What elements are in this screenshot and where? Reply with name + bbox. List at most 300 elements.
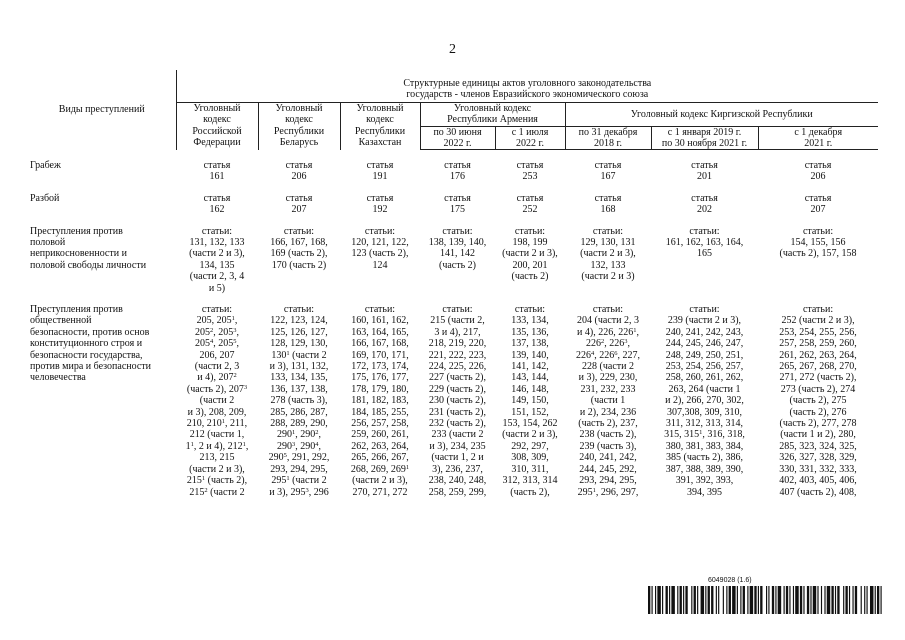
article-line: и 3), $295^3$, 296: [269, 486, 329, 498]
article-line: $205^4$, $205^5$,: [195, 338, 239, 350]
article-line: 252 (части 2 и 3),: [781, 315, 855, 327]
article-line: и 3), 229, 230,: [578, 372, 638, 384]
barcode-bar: [754, 586, 756, 614]
barcode-bar: [723, 586, 724, 614]
article-line: 270, 271, 272: [352, 486, 408, 498]
article-line: (часть 2), 157, 158: [779, 248, 857, 260]
article-line: статьи:: [514, 304, 546, 315]
article-line: 204 (части 2, 3: [577, 315, 639, 327]
barcode-bar: [852, 586, 853, 614]
barcode-bar: [708, 586, 710, 614]
articles-cell-armenia-from-2022: [495, 193, 565, 226]
article-line: 139, 140,: [511, 349, 549, 361]
article-line: 310, 311,: [511, 463, 549, 475]
article-line: 146, 148,: [511, 383, 549, 395]
articles-cell-kyrgyz-until-2018: [565, 226, 651, 304]
article-line: 253, 254, 256, 257,: [665, 361, 744, 373]
crime-type-name: Преступления против общественной безопасности, против основ конституционного строя и безопасности государства, против мира и безопасности человечества: [30, 304, 152, 384]
article-line: 192: [372, 204, 388, 216]
article-line: 293, 294, 295,: [270, 463, 328, 475]
articles-cell-kazakhstan: [340, 304, 420, 508]
barcode-label: 6049028 (1.6): [708, 577, 752, 584]
articles-cell-kyrgyz-from-2021: [758, 226, 878, 304]
article-line: статьи:: [442, 304, 473, 315]
article-line: 307,308, 309, 310,: [667, 406, 742, 418]
barcode-bar: [786, 586, 788, 614]
article-line: 143, 144,: [511, 372, 549, 384]
barcode-bar: [861, 586, 862, 614]
article-line: и 3), 131, 132,: [269, 361, 329, 373]
barcode-bar: [866, 586, 867, 614]
article-line: $1^1$, 2 и 4), $212^1$,: [185, 440, 249, 452]
barcode-bar: [711, 586, 713, 614]
barcode-bar: [657, 586, 661, 614]
barcode-bar: [875, 586, 876, 614]
crime-type-name: Разбой: [30, 192, 60, 204]
barcode-bar: [705, 586, 706, 614]
article-line: 407 (часть 2), 408,: [779, 486, 857, 498]
article-line: 198, 199: [512, 236, 548, 248]
article-line: 125, 126, 127,: [270, 326, 328, 338]
article-line: 129, 130, 131: [580, 236, 636, 248]
barcode-bar: [743, 586, 745, 614]
barcode-bar: [666, 586, 668, 614]
article-line: 149, 150,: [511, 395, 549, 407]
struct-header-line-1: Структурные единицы актов уголовного законодательства: [403, 78, 652, 89]
articles-cell-kyrgyz-from-2021: [758, 193, 878, 226]
article-line: 308, 309,: [511, 452, 549, 464]
articles-cell-russia: [176, 226, 258, 304]
article-line: 315, $315^1$, 316, 318,: [664, 429, 745, 441]
crime-type-name: Грабеж: [30, 159, 61, 171]
article-line: (части 2 и 3),: [580, 248, 636, 260]
article-line: 253: [522, 171, 538, 183]
article-line: статьи:: [689, 304, 720, 315]
article-line: и 3), 234, 235: [429, 440, 486, 452]
article-line: 239 (части 2 и 3),: [667, 315, 742, 327]
barcode-bar: [694, 586, 696, 614]
article-line: (часть 2), $207^3$: [186, 383, 248, 395]
barcode-image: [648, 586, 884, 614]
article-line: 207: [810, 204, 826, 216]
article-line: 133, 134, 135,: [270, 372, 328, 384]
barcode-bar: [827, 586, 831, 614]
barcode-bar: [758, 586, 759, 614]
barcode-bar: [648, 586, 650, 614]
article-line: (часть 2), 277, 278: [779, 418, 857, 430]
page-number: 2: [449, 42, 456, 57]
barcode-bar: [795, 586, 799, 614]
article-line: 135, 136,: [511, 326, 549, 338]
article-line: 218, 219, 220,: [428, 338, 487, 350]
article-line: 257, 258, 259, 260,: [779, 338, 857, 350]
article-line: статьи:: [802, 225, 834, 237]
header-kyrgyz-2019-2021: с 1 января 2019 г. по 30 ноября 2021 г.: [651, 126, 758, 150]
article-line: 265, 267, 268, 270,: [779, 361, 857, 373]
barcode-bar: [810, 586, 811, 614]
barcode-bar: [877, 586, 879, 614]
article-line: 221, 222, 223,: [428, 349, 487, 361]
article-line: статья: [285, 192, 313, 204]
article-line: (части 2, 3, 4: [189, 271, 245, 283]
articles-cell-belarus: [258, 304, 340, 508]
article-line: 263, 264 (части 1: [668, 383, 741, 395]
article-line: 191: [372, 171, 388, 183]
article-line: 133, 134,: [511, 315, 549, 327]
article-line: 153, 154, 262: [502, 418, 558, 430]
barcode-bar: [813, 586, 817, 614]
article-line: 138, 139, 140,: [428, 236, 487, 248]
article-line: 293, 294, 295,: [579, 475, 637, 487]
article-line: 201: [697, 171, 712, 183]
article-line: статьи:: [592, 304, 624, 315]
article-line: (части 1, 2 и: [431, 452, 484, 464]
article-line: 224, 225, 226,: [428, 361, 487, 373]
article-line: статья: [444, 159, 471, 171]
article-line: 170 (часть 2): [271, 259, 327, 271]
article-line: статьи:: [201, 304, 233, 315]
article-line: статьи:: [283, 225, 315, 237]
header-criminal-code-armenia: Уголовный кодекс Республики Армения: [420, 102, 565, 126]
article-line: $295^1$ (части 2: [271, 475, 327, 487]
article-line: 161: [209, 171, 225, 183]
article-line: 206, 207: [199, 349, 235, 361]
articles-cell-russia: [176, 160, 258, 193]
article-line: 271, 272 (часть 2),: [779, 372, 857, 384]
articles-cell-armenia-until-2022: [420, 160, 495, 193]
article-line: статьи:: [442, 225, 473, 237]
articles-cell-kyrgyz-2019-2021: [651, 160, 758, 193]
header-armenia-until-2022: по 30 июня 2022 г.: [420, 126, 495, 150]
articles-cell-armenia-until-2022: [420, 226, 495, 304]
barcode-bar: [855, 586, 857, 614]
article-line: 273 (часть 2), 274: [780, 383, 856, 395]
article-line: 3 и 4), 217,: [434, 326, 481, 338]
article-line: 394, 395: [687, 486, 722, 498]
barcode-bar: [740, 586, 741, 614]
article-line: 206: [291, 171, 307, 183]
barcode-bar: [784, 586, 785, 614]
barcode-bar: [747, 586, 748, 614]
article-line: и 4), $207^2$: [197, 372, 237, 384]
article-line: статьи:: [364, 225, 396, 237]
article-line: статья: [691, 192, 718, 204]
barcode-bar: [655, 586, 656, 614]
barcode-bar: [669, 586, 670, 614]
article-line: 240, 241, 242,: [579, 452, 637, 464]
article-line: 268, 269, $269^1$: [350, 463, 410, 475]
header-criminal-code-belarus: Уголовный кодекс Республики Беларусь: [258, 102, 340, 150]
article-line: 154, 155, 156: [790, 236, 846, 248]
article-line: $215^1$ (часть 2),: [186, 475, 248, 487]
article-line: 253, 254, 255, 256,: [779, 326, 857, 338]
barcode-bar: [729, 586, 731, 614]
article-line: 168: [600, 204, 616, 216]
article-line: 141, 142,: [511, 361, 549, 373]
article-line: 278 (часть 3),: [270, 395, 328, 407]
barcode-bar: [760, 586, 762, 614]
article-line: 326, 327, 328, 329,: [779, 452, 857, 464]
article-line: статья: [594, 192, 622, 204]
articles-cell-armenia-from-2022: [495, 160, 565, 193]
article-line: (части 2 и 3): [581, 271, 635, 283]
header-criminal-code-kazakhstan: Уголовный кодекс Республики Казахстан: [340, 102, 420, 150]
article-line: 136, 137, 138,: [270, 383, 328, 395]
article-line: статьи:: [201, 225, 233, 237]
barcode-bar: [824, 586, 825, 614]
article-line: статья: [203, 192, 231, 204]
article-line: 166, 167, 168,: [351, 338, 409, 350]
barcode-bar: [849, 586, 850, 614]
articles-cell-kazakhstan: [340, 160, 420, 193]
article-line: статьи:: [689, 225, 720, 237]
barcode-bar: [677, 586, 678, 614]
article-line: 385 (часть 2), 386,: [666, 452, 743, 464]
article-line: 184, 185, 255,: [351, 406, 409, 418]
article-line: статьи:: [283, 304, 315, 315]
article-line: 262, 263, 264,: [351, 440, 409, 452]
article-line: 229 (часть 2),: [429, 383, 486, 395]
article-line: 311, 312, 313, 314,: [665, 418, 744, 430]
article-line: 239 (часть 3),: [579, 440, 637, 452]
article-line: 134, 135: [199, 259, 235, 271]
article-line: 202: [697, 204, 712, 216]
article-line: (часть 2),: [510, 486, 550, 498]
barcode-bar: [803, 586, 804, 614]
article-line: 232 (часть 2),: [429, 418, 486, 430]
article-line: 181, 182, 183,: [351, 395, 409, 407]
article-line: 387, 388, 389, 390,: [665, 463, 744, 475]
barcode-bar: [750, 586, 754, 614]
article-line: 238 (часть 2),: [579, 429, 637, 441]
article-line: (часть 2), 237,: [578, 418, 638, 430]
articles-cell-kazakhstan: [340, 193, 420, 226]
barcode-bar: [701, 586, 705, 614]
article-line: 233 (части 2: [431, 429, 484, 441]
article-line: 137, 138,: [511, 338, 549, 350]
article-line: 210, $210^1$, 211,: [186, 418, 248, 430]
barcode-bar: [680, 586, 682, 614]
article-line: 178, 179, 180,: [351, 383, 409, 395]
article-line: 162: [209, 204, 225, 216]
article-line: 391, 392, 393,: [675, 475, 734, 487]
article-line: $226^4$, $226^6$, 227,: [576, 349, 640, 361]
article-line: 258, 260, 261, 262,: [665, 372, 744, 384]
barcode-bar: [662, 586, 663, 614]
header-armenia-from-2022: с 1 июля 2022 г.: [495, 126, 565, 150]
barcode-bar: [766, 586, 767, 614]
article-line: (части 2: [199, 395, 235, 407]
article-line: 248, 249, 250, 251,: [665, 349, 744, 361]
article-line: 261, 262, 263, 264,: [779, 349, 857, 361]
article-line: (части 2 и 3),: [502, 429, 558, 441]
article-line: 265, 266, 267,: [351, 452, 409, 464]
article-line: статьи:: [364, 304, 396, 315]
article-line: и 5): [208, 282, 226, 294]
article-line: 258, 259, 299,: [428, 486, 487, 498]
article-line: 244, 245, 246, 247,: [665, 338, 744, 350]
articles-cell-belarus: [258, 226, 340, 304]
header-criminal-code-kyrgyz: Уголовный кодекс Киргизской Республики: [565, 102, 878, 126]
article-line: (части 2 и 3),: [189, 248, 245, 260]
article-line: 151, 152,: [511, 406, 549, 418]
barcode-bar: [793, 586, 794, 614]
article-line: 228 (части 2: [582, 361, 634, 373]
article-line: 205, $205^1$,: [196, 315, 238, 327]
articles-cell-armenia-from-2022: [495, 304, 565, 508]
article-line: (части 2, 3: [194, 361, 240, 373]
article-line: статья: [516, 192, 544, 204]
article-line: 161, 162, 163, 164,: [665, 236, 744, 248]
struct-header-line-2: государств - членов Евразийского экономического союза: [406, 89, 649, 101]
article-line: $226^2$, $226^3$,: [586, 338, 630, 350]
barcode-bar: [683, 586, 684, 614]
articles-cell-kyrgyz-until-2018: [565, 304, 651, 508]
article-line: 380, 381, 383, 384,: [665, 440, 744, 452]
article-line: 231, 232, 233: [580, 383, 636, 395]
barcode-bar: [775, 586, 776, 614]
barcode-bar: [718, 586, 719, 614]
article-line: 176: [450, 171, 465, 183]
barcode-bar: [817, 586, 818, 614]
article-line: 160, 161, 162,: [351, 315, 409, 327]
articles-cell-russia: [176, 304, 258, 508]
article-line: 128, 129, 130,: [270, 338, 328, 350]
article-line: статья: [203, 159, 231, 171]
header-kyrgyz-from-2021: с 1 декабря 2021 г.: [758, 126, 878, 150]
articles-cell-belarus: [258, 193, 340, 226]
article-line: и 3), 208, 209,: [187, 406, 247, 418]
article-line: 206: [810, 171, 826, 183]
article-line: и 4), 226, $226^1$,: [577, 326, 639, 338]
article-line: $295^1$, 296, 297,: [577, 486, 639, 498]
article-line: 256, 257, 258,: [351, 418, 409, 430]
table-row: [28, 304, 878, 508]
article-line: 169, 170, 171,: [351, 349, 409, 361]
barcode-bar: [843, 586, 844, 614]
crime-correspondence-table: [28, 70, 878, 508]
articles-cell-kyrgyz-2019-2021: [651, 226, 758, 304]
article-line: статья: [366, 192, 394, 204]
article-line: $290^5$, 291, 292,: [268, 452, 330, 464]
article-line: статья: [444, 192, 471, 204]
article-line: 292, 297,: [511, 440, 549, 452]
structural-units-header: [176, 70, 878, 102]
articles-cell-russia: [176, 193, 258, 226]
articles-cell-belarus: [258, 160, 340, 193]
article-line: 212 (части 1,: [189, 429, 245, 441]
article-line: 175: [450, 204, 465, 216]
barcode-bar: [685, 586, 687, 614]
articles-cell-kyrgyz-until-2018: [565, 193, 651, 226]
articles-cell-kyrgyz-from-2021: [758, 304, 878, 508]
barcode-bar: [837, 586, 839, 614]
articles-cell-kyrgyz-2019-2021: [651, 304, 758, 508]
article-line: (части 2 и 3),: [189, 463, 245, 475]
barcode-bar: [697, 586, 698, 614]
crime-type-name: Преступления против половой неприкосновенности и половой свободы личности: [30, 225, 147, 271]
article-line: статья: [691, 159, 718, 171]
barcode-bar: [772, 586, 774, 614]
barcode-bar: [691, 586, 692, 614]
article-line: 165: [697, 248, 712, 260]
barcode-bar: [864, 586, 865, 614]
article-line: 166, 167, 168,: [270, 236, 328, 248]
header-kyrgyz-until-2018: по 31 декабря 2018 г.: [565, 126, 651, 150]
article-line: (часть 2): [439, 259, 476, 271]
article-line: и 2), 266, 270, 302,: [665, 395, 744, 407]
barcode-bar: [768, 586, 769, 614]
articles-cell-kyrgyz-2019-2021: [651, 193, 758, 226]
row-header-crime-types: Виды преступлений: [28, 70, 176, 150]
barcode-bar: [789, 586, 790, 614]
article-line: статья: [804, 192, 832, 204]
barcode-bar: [807, 586, 809, 614]
article-line: 131, 132, 133: [189, 236, 245, 248]
article-line: 141, 142: [440, 248, 475, 260]
article-line: $130^1$ (части 2: [271, 349, 327, 361]
article-line: 238, 240, 248,: [428, 475, 487, 487]
barcode-bar: [870, 586, 874, 614]
article-line: статьи:: [802, 304, 834, 315]
article-line: 3), 236, 237,: [432, 463, 483, 475]
article-line: 215 (части 2,: [430, 315, 485, 327]
article-line: 285, 286, 287,: [270, 406, 328, 418]
article-line: $205^2$, $205^3$,: [195, 326, 239, 338]
articles-cell-armenia-from-2022: [495, 226, 565, 304]
article-line: 163, 164, 165,: [351, 326, 409, 338]
articles-cell-armenia-until-2022: [420, 304, 495, 508]
article-line: 169 (часть 2),: [270, 248, 328, 260]
article-line: 123 (часть 2),: [351, 248, 409, 260]
article-line: статьи:: [592, 225, 624, 237]
article-line: статья: [516, 159, 544, 171]
article-line: статья: [804, 159, 832, 171]
article-line: $215^2$ (части 2: [189, 486, 245, 498]
article-line: 172, 173, 174,: [351, 361, 409, 373]
articles-cell-armenia-until-2022: [420, 193, 495, 226]
articles-cell-kyrgyz-until-2018: [565, 160, 651, 193]
table-row: [28, 226, 878, 304]
article-line: статьи:: [514, 225, 546, 237]
barcode-bar: [845, 586, 847, 614]
article-line: 200, 201: [512, 259, 548, 271]
article-line: 312, 313, 314: [502, 475, 558, 487]
article-line: 230 (часть 2),: [429, 395, 486, 407]
article-line: 330, 331, 332, 333,: [779, 463, 857, 475]
article-line: 213, 215: [199, 452, 235, 464]
barcode-bar: [881, 586, 882, 614]
barcode-bar: [652, 586, 653, 614]
article-line: 167: [600, 171, 616, 183]
barcode-bar: [831, 586, 833, 614]
table-row: [28, 193, 878, 226]
article-line: 259, 260, 261,: [351, 429, 409, 441]
article-line: 288, 289, 290,: [270, 418, 328, 430]
barcode-bar: [778, 586, 782, 614]
barcode-block: [648, 577, 884, 617]
article-line: 402, 403, 405, 406,: [779, 475, 857, 487]
article-line: статья: [285, 159, 313, 171]
barcode-bar: [835, 586, 836, 614]
article-line: 120, 121, 122,: [351, 236, 409, 248]
articles-cell-kazakhstan: [340, 226, 420, 304]
barcode-bar: [716, 586, 717, 614]
barcode-bar: [800, 586, 802, 614]
article-line: 124: [372, 259, 388, 271]
article-line: (части 1: [590, 395, 626, 407]
barcode-bar: [726, 586, 727, 614]
